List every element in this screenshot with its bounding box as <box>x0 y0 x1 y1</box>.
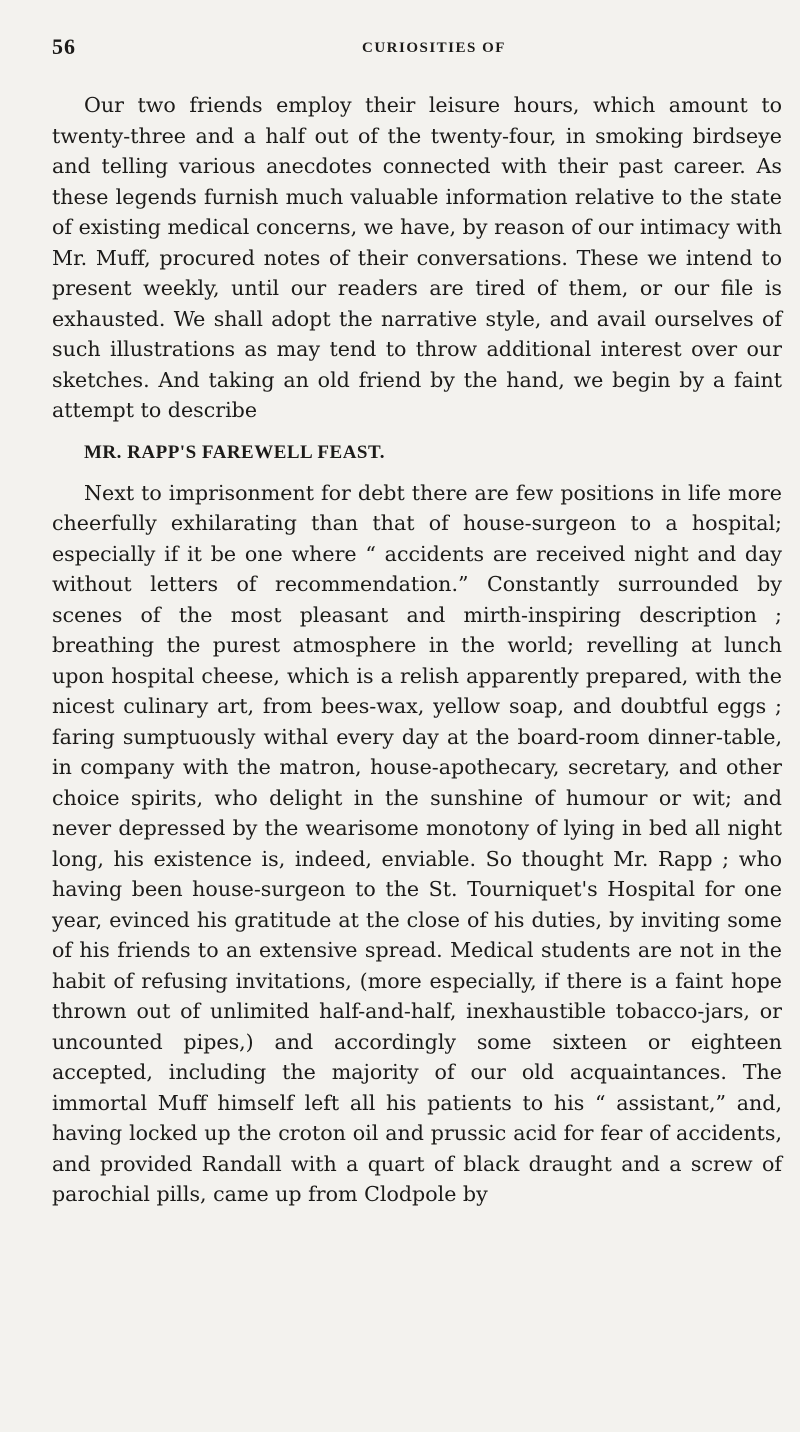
paragraph-feast: Next to imprisonment for debt there are few positions in life more cheerfully exhilarating than that of house-surgeon to a hospital; especially if it be one where “ accidents are received night and day without letters of recommendation.” Constantly surrounded by scenes of the most pleasant and mirth-inspiring description ; breathing the purest atmosphere in the world; revelling at lunch upon hospital cheese, which is a relish apparently prepared, with the nicest culinary art, from bees-wax, yellow soap, and doubtful eggs ; faring sumptuously withal every day at the board-room dinner-table, in company with the matron, house-apothecary, secretary, and other choice spirits, who delight in the sunshine of humour or wit; and never depressed by the wearisome monotony of lying in bed all night long, his existence is, indeed, enviable. So thought Mr. Rapp ; who having been house-surgeon to the St. Tourniquet's Hospital for one year, evinced his gratitude at the close of his duties, by inviting some of his friends to an extensive spread. Medical students are not in the habit of refusing invitations, (more especially, if there is a faint hope thrown out of unlimited half-and-half, inexhaustible tobacco-jars, or uncounted pipes,) and accordingly some sixteen or eighteen accepted, including the majority of our old acquaintances. The immortal Muff himself left all his patients to his “ assistant,” and, having locked up the croton oil and prussic acid for fear of accidents, and provided Randall with a quart of black draught and a screw of parochial pills, came up from Clodpole by <box>52 480 782 1206</box>
running-head <box>52 28 788 62</box>
page-number: 56 <box>52 34 76 59</box>
section-title: MR. RAPP'S FAREWELL FEAST. <box>84 441 386 463</box>
paragraph-intro: Our two friends employ their leisure hours, which amount to twenty-three and a half out of the twenty-four, in smoking birdseye and telling various anecdotes connected with their past career. As these legends furnish much valuable information relative to the state of existing medical concerns, we have, by reason of our intimacy with Mr. Muff, procured notes of their conversations. These we intend to present weekly, until our readers are tired of them, or our file is exhausted. We shall adopt the narrative style, and avail ourselves of such illustrations as may tend to throw additional interest over our sketches. And taking an old friend by the hand, we begin by a faint attempt to describe <box>52 93 782 422</box>
body-text <box>52 90 782 1210</box>
running-title: CURIOSITIES OF <box>362 40 506 56</box>
book-page <box>52 28 788 1408</box>
